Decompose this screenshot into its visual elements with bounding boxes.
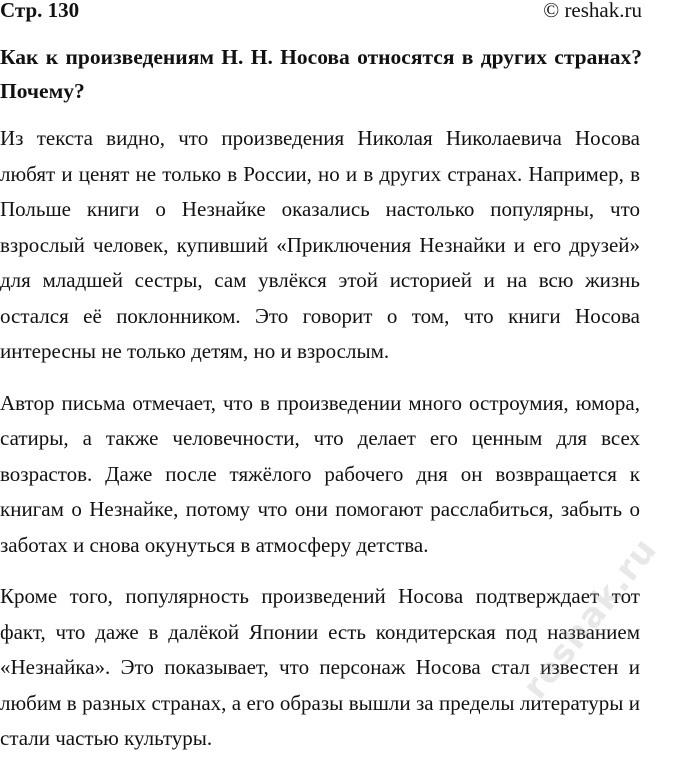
page-number: Стр. 130	[0, 0, 80, 22]
watermark: reshak.ru	[515, 530, 666, 707]
paragraph-3: Кроме того, популярность произведений Носова подтверждает тот факт, что даже в далёкой Японии есть кондитерская под названием «Незнайка». Это показывает, что персонаж Носова стал известен и любим в разных странах, а его образы вышли за пределы литературы и стали частью культуры.	[0, 584, 640, 750]
page-header	[0, 0, 646, 30]
answer-text	[0, 121, 666, 773]
paragraph-2: Автор письма отмечает, что в произведении много остроумия, юмора, сатиры, а также человечности, что делает его ценным для всех возрастов. Даже после тяжёлого рабочего дня он возвращается к книгам о Незнайке, потому что они помогают расслабиться, забыть о заботах и снова окунуться в атмосферу детства.	[0, 390, 640, 557]
site-credit[interactable]: © reshak.ru	[543, 0, 642, 22]
question-heading: Как к произведениям Н. Н. Носова относятся в других странах? Почему?	[0, 45, 642, 103]
paragraph-1: Из текста видно, что произведения Николая Николаевича Носова любят и ценят не только в России, но и в других странах. Например, в Польше книги о Незнайке оказались настолько популярны, что взрослый человек, купивший «Приключения Незнайки и его друзей» для младшей сестры, сам увлёкся этой историей и на всю жизнь остался её поклонником. Это говорит о том, что книги Носова интересны не только детям, но и взрослым.	[0, 126, 640, 363]
